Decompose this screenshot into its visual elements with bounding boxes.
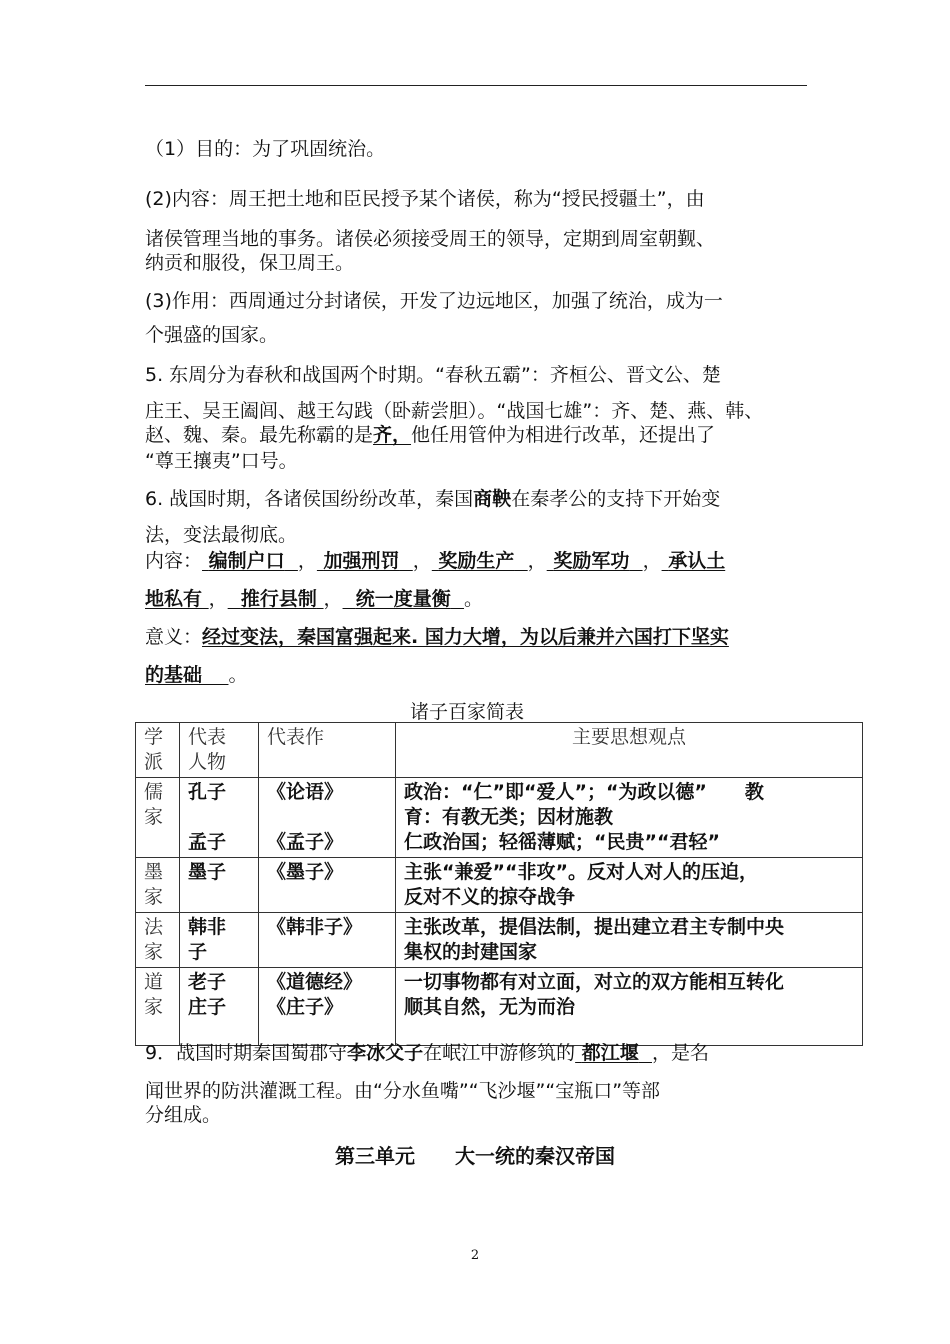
cell-person: 孔子 孟子 [180,778,259,858]
header-works: 代表作 [259,723,396,778]
cell-ideas: 一切事物都有对立面，对立的双方能相互转化 顺其自然，无为而治 [396,968,863,1046]
item9-text: 在岷江中游修筑的 [423,1042,576,1064]
item5-line4: “尊王攘夷”口号。 [145,450,298,472]
reform-content-line1: 内容： 编制户口 ， 加强刑罚 ， 奖励生产 ， 奖励军功 ， 承认土 [145,550,726,572]
item6-text: 6. 战国时期，各诸侯国纷纷改革，秦国 [145,488,474,510]
meaning-answer: 经过变法，秦国富强起来. 国力大增，为以后兼并六国打下坚实 [202,626,729,648]
cell-person: 韩非 子 [180,913,259,968]
reform-content-line2: 地私有 ， 推行县制 ， 统一度量衡 。 [145,588,484,610]
item5-line3 [145,423,715,447]
meaning-line2: 的基础 。 [145,664,248,686]
cell-school: 儒 家 [136,778,180,858]
item9-line2: 闻世界的防洪灌溉工程。由“分水鱼嘴”“飞沙堰”“宝瓶口”等部 [145,1080,661,1102]
meaning-answer: 的基础 [145,664,203,686]
paragraph-content-line1: (2)内容：周王把土地和臣民授予某个诸侯，称为“授民授疆土”，由 [145,188,705,210]
paragraph-effect-line2: 个强盛的国家。 [145,324,279,346]
item5-line1: 5. 东周分为春秋和战国两个时期。“春秋五霸”：齐桓公、晋文公、楚 [145,364,721,386]
table-row [136,968,863,1046]
item9-text: ，是名 [652,1042,710,1064]
table-caption: 诸子百家简表 [410,701,525,723]
item5-answer: 齐， [373,424,412,446]
paragraph-content-line2: 诸侯管理当地的事务。诸侯必须接受周王的领导，定期到周室朝觐、 [145,228,716,250]
item5-text: 赵、魏、秦。最先称霸的是 [145,424,374,446]
cell-ideas: 主张“兼爱”“非攻”。反对人对人的压迫， 反对不义的掠夺战争 [396,858,863,913]
reform-label: 内容： [145,550,203,572]
cell-school: 道 家 [136,968,180,1046]
schools-table [135,722,863,1046]
item5-text: 他任用管仲为相进行改革，还提出了 [411,424,716,446]
item6-text: 在秦孝公的支持下开始变 [511,488,721,510]
item9-line1 [145,1041,709,1065]
item6-answer: 商鞅 [473,488,512,510]
reform-answer: 统一度量衡 [355,588,451,610]
cell-person: 墨子 [180,858,259,913]
item9-answer: 都江堰 [581,1042,639,1064]
reform-answer: 加强刑罚 [323,550,400,572]
meaning-line1 [145,625,729,649]
header-rule [145,85,807,86]
cell-ideas: 主张改革，提倡法制，提出建立君主专制中央 集权的封建国家 [396,913,863,968]
item9-bold: 李冰父子 [347,1042,424,1064]
item5-line2: 庄王、吴王阖闾、越王勾践（卧薪尝胆）。“战国七雄”：齐、楚、燕、韩、 [145,400,764,422]
item9-line3: 分组成。 [145,1104,222,1126]
paragraph-content-line3: 纳贡和服役，保卫周王。 [145,252,355,274]
item6-line2: 法，变法最彻底。 [145,524,298,546]
item6-line1 [145,487,720,511]
meaning-label: 意义： [145,626,203,648]
item9-text: 9．战国时期秦国蜀郡守 [145,1042,348,1064]
reform-answer: 推行县制 [240,588,317,610]
reform-answer: 奖励军功 [553,550,630,572]
header-person: 代表 人物 [180,723,259,778]
page-number: 2 [470,1248,480,1263]
cell-works: 《论语》 《孟子》 [259,778,396,858]
table-row [136,778,863,858]
cell-school: 墨 家 [136,858,180,913]
reform-answer: 奖励生产 [438,550,515,572]
cell-works: 《道德经》 《庄子》 [259,968,396,1046]
cell-person: 老子 庄子 [180,968,259,1046]
table-row [136,913,863,968]
reform-answer: 承认土 [668,550,726,572]
cell-works: 《韩非子》 [259,913,396,968]
header-school: 学 派 [136,723,180,778]
paragraph-purpose: （1）目的：为了巩固统治。 [145,138,386,160]
cell-ideas: 政治：“仁”即“爱人”；“为政以德” 教 育：有教无类；因材施教 仁政治国；轻徭薄赋；“民贵”“君轻” [396,778,863,858]
cell-school: 法 家 [136,913,180,968]
table-header-row [136,723,863,778]
reform-answer: 编制户口 [208,550,285,572]
header-ideas: 主要思想观点 [396,723,863,778]
reform-answer: 地私有 [145,588,203,610]
cell-works: 《墨子》 [259,858,396,913]
table-row [136,858,863,913]
paragraph-effect-line1: (3)作用：西周通过分封诸侯，开发了边远地区，加强了统治，成为一 [145,290,723,312]
unit-title: 第三单元 大一统的秦汉帝国 [335,1144,615,1168]
